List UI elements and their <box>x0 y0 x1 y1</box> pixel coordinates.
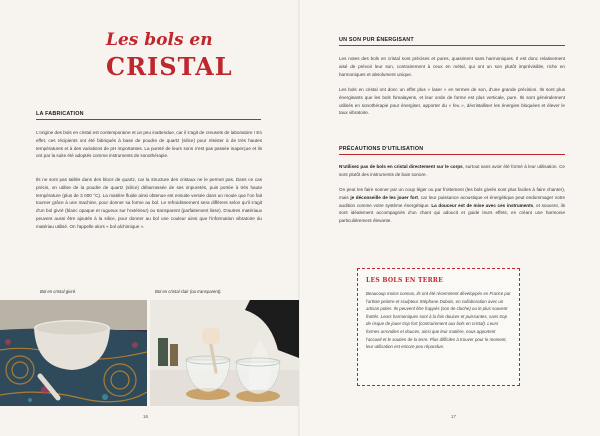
page-title: CRISTAL <box>106 52 233 81</box>
heading-rule <box>339 45 565 46</box>
title-script: Les bols en <box>106 30 213 50</box>
paragraph-fabrication-2: Ils ne sont pas taillés dans des blocs de quartz, car la structure des cristaux ne le permet pas. Dans ce cas précis, on utilise de la poudre de quartz (silice) débarrassée de ses impuretés, puis portée à très haute température (plus de 3 000 °C). La matière fluide ainsi obtenue est ensuite versée dans un moule que l'on fait tourner grâce à une machine, pour donner sa forme au bol. Le refroidissement sera différent selon qu'il s'agit d'un bol givré (blanc opaque et rugueux sur l'extérieur) ou transparent (parfaitement lisse). D'autres matériaux peuvent aussi être ajoutés à la silice, pour donner au bol une couleur ainsi que l'information vibratoire du matériau utilisé. On l'appelle alors « bol alchimique ». <box>36 177 262 229</box>
heading-son-pur: UN SON PUR ÉNERGISANT <box>339 37 414 43</box>
paragraph-text: , et souvent, ils sont idéalement accompagnés d'un chant qui adoucit et guide leurs effets, en créant une harmonie particulièrement élevante. <box>339 202 566 224</box>
page-number-left: 16 <box>143 414 148 419</box>
heading-rule <box>36 119 261 120</box>
heading-precautions: PRÉCAUTIONS D'UTILISATION <box>339 146 424 152</box>
caption-clear-bowl: Bol en cristal clair (ou transparent). <box>155 289 222 294</box>
paragraph-fabrication-1: L'origine des bols en cristal est contemporaine et un peu inattendue, car il s'agit de creusets de laboratoire ! En effet, ces récipients ont été fabriqués à base de poudre de quartz (silice) pour résister à de très hautes températures et à des variations de pH importantes. La pureté de leurs sons n'est pas passée inaperçue et ils ont par la suite été adoptés comme instruments de sonothérapie. <box>36 130 262 159</box>
bold-emphasis: La douceur est de mise avec ces instruments <box>431 202 534 208</box>
photo-frosted-bowl <box>0 300 147 406</box>
paragraph-text: , car leur puissance acoustique et énergétique peut endommager votre audition comme votre système énergétique. <box>339 194 565 208</box>
bold-emphasis: je déconseille de les jouer fort <box>350 194 418 200</box>
sidebar-box-terre <box>357 268 520 386</box>
paragraph-precautions-1 <box>339 163 565 179</box>
heading-fabrication: LA FABRICATION <box>36 111 84 117</box>
heading-rule <box>339 154 565 155</box>
paragraph-son-1: Les notes des bols en cristal sont précises et pures, quasiment sans harmoniques. Il est donc relativement aisé de prévoir leur son, contrairement à ceux en métal, qui ont un son plutôt imprévisible, riche en harmoniques et absolument unique. <box>339 56 565 77</box>
caption-frosted-bowl: Bol en cristal givré. <box>40 289 77 294</box>
sidebar-title: LES BOLS EN TERRE <box>366 277 444 284</box>
paragraph-son-2: Les bols en cristal ont donc un effet plus « laser » en termes de son, d'une grande précision. Ils sont plus énergisants que les bols himalayens, et leur onde de forme est plus verticale, pure. Ils sont généralement utilisés en sonothérapie pour énergiser, apporter du « feu », décristalliser les énergies bloquées et élever le taux vibratoire. <box>339 87 565 116</box>
sidebar-text: Beaucoup moins connus, ils ont été récemment développés en France par l'artiste peintre et sculpteur Stéphane Dubois, en collaboration avec un artisan potier. Ils peuvent être frappés (son de cloche) ou le plus souvent frottés. Leurs harmoniques sont à la fois douces et puissantes, sans trop de risque de jouer trop fort (contrairement aux bols en cristal). Leurs formes arrondies et douces, ainsi que leur matière, nous apportent l'accueil et le soutien de la terre. Plus difficiles à trouver pour le moment, leur utilisation est encore peu répandue. <box>366 291 511 350</box>
paragraph-text: , surtout sans avoir été formé à leur utilisation. Ce sont plutôt des instruments de bain sonore. <box>339 164 565 177</box>
bold-warning: N'utilisez pas de bols en cristal directement sur le corps <box>339 164 463 169</box>
page-number-right: 17 <box>451 414 456 419</box>
paragraph-precautions-2 <box>339 186 565 225</box>
paragraph-text: On peut les faire sonner par un coup léger ou par frottement (les bols givrés sont plus faciles à faire chanter), mais <box>339 187 565 200</box>
photo-clear-bowls <box>150 300 299 406</box>
